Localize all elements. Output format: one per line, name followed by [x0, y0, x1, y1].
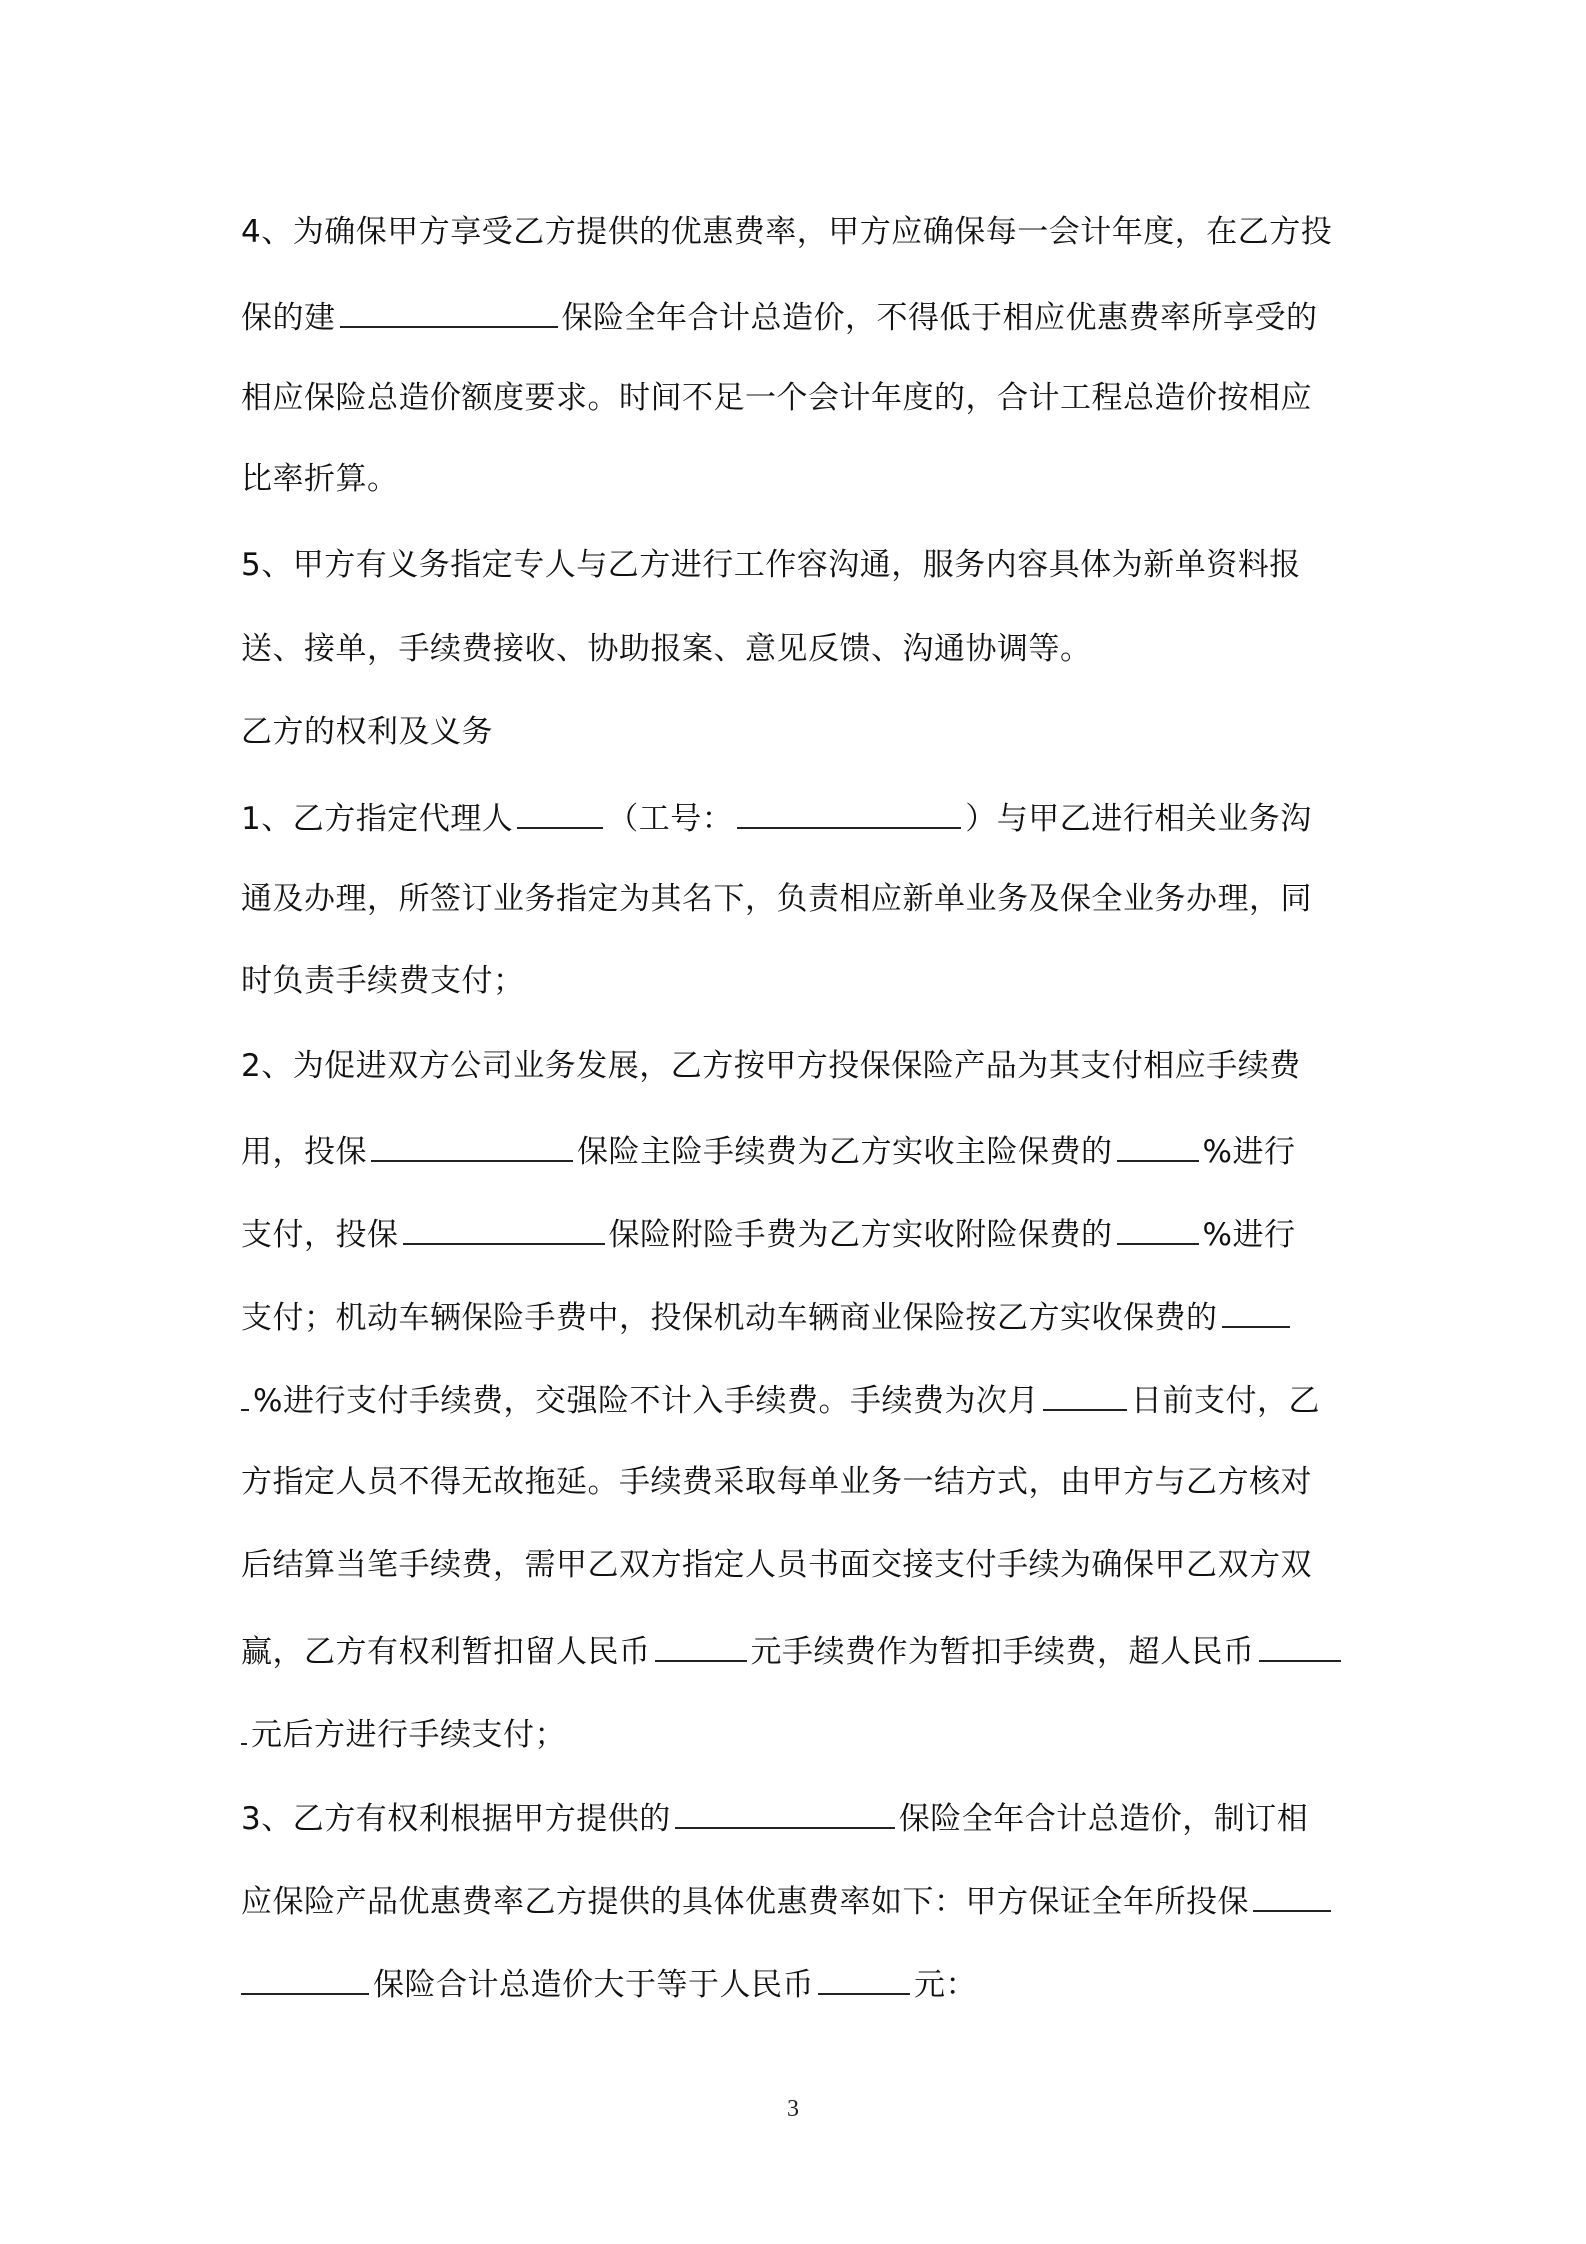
paragraph-line	[241, 1630, 1345, 1672]
text: 后结算当笔手续费，需甲乙双方指定人员书面交接支付手续为确保甲乙双方双	[241, 1547, 1312, 1583]
fill-in-blank[interactable]	[1253, 1880, 1331, 1912]
paragraph-line	[241, 1213, 1295, 1255]
fill-in-blank[interactable]	[1043, 1379, 1127, 1411]
text: 通及办理，所签订业务指定为其名下，负责相应新单业务及保全业务办理，同	[241, 881, 1312, 917]
fill-in-blank[interactable]	[241, 1379, 249, 1411]
paragraph-line	[241, 545, 1301, 585]
text: 保险合计总造价大于等于人民币	[373, 1967, 814, 2003]
paragraph-line	[241, 1462, 1312, 1502]
text: 保险全年合计总造价，制订相	[898, 1801, 1309, 1837]
paragraph-line	[241, 1963, 977, 2005]
text: ）与甲乙进行相关业务沟	[965, 801, 1312, 837]
paragraph-line	[241, 459, 399, 499]
text: 保险主险手续费为乙方实收主险保费的	[577, 1134, 1113, 1170]
paragraph-line	[241, 1713, 566, 1755]
paragraph-line	[241, 1797, 1308, 1839]
text: 日前支付，乙	[1130, 1383, 1320, 1419]
paragraph-line	[241, 879, 1312, 919]
text: 4、为确保甲方享受乙方提供的优惠费率，甲方应确保每一会计年度，在乙方投	[241, 214, 1333, 250]
text: 保险附险手费为乙方实收附险保费的	[608, 1217, 1113, 1253]
paragraph-line	[241, 961, 525, 1001]
fill-in-blank[interactable]	[1117, 1130, 1199, 1162]
text: %进行支付手续费，交强险不计入手续费。手续费为次月	[253, 1383, 1039, 1419]
fill-in-blank[interactable]	[241, 1963, 369, 1995]
text: 比率折算。	[241, 461, 399, 497]
text: 支付；机动车辆保险手费中，投保机动车辆商业保险按乙方实收保费的	[241, 1300, 1218, 1336]
text: 时负责手续费支付；	[241, 963, 525, 999]
text: 用，投保	[241, 1134, 367, 1170]
fill-in-blank[interactable]	[737, 797, 961, 829]
text: %进行	[1202, 1217, 1296, 1253]
text: （工号：	[607, 801, 734, 837]
text: 方指定人员不得无故拖延。手续费采取每单业务一结方式，由甲方与乙方核对	[241, 1464, 1312, 1500]
text: 3、乙方有权利根据甲方提供的	[241, 1801, 671, 1837]
paragraph-line	[241, 212, 1332, 252]
text: 应保险产品优惠费率乙方提供的具体优惠费率如下：甲方保证全年所投保	[241, 1884, 1249, 1920]
text: 保的建	[241, 300, 336, 336]
paragraph-line	[241, 797, 1312, 839]
fill-in-blank[interactable]	[403, 1213, 605, 1245]
text: 支付，投保	[241, 1217, 399, 1253]
paragraph-line	[241, 1545, 1312, 1585]
text: 赢，乙方有权利暂扣留人民币	[241, 1634, 651, 1670]
paragraph-line	[241, 1379, 1320, 1421]
fill-in-blank[interactable]	[1117, 1213, 1199, 1245]
fill-in-blank[interactable]	[655, 1630, 747, 1662]
heading-text: 乙方的权利及义务	[241, 714, 493, 750]
text: 元后方进行手续支付；	[251, 1717, 566, 1753]
section-heading	[241, 712, 493, 752]
text: 送、接单，手续费接收、协助报案、意见反馈、沟通协调等。	[241, 631, 1092, 667]
text: 1、乙方指定代理人	[241, 801, 514, 837]
text: 元：	[914, 1967, 977, 2003]
paragraph-line	[241, 296, 1318, 338]
fill-in-blank[interactable]	[675, 1797, 895, 1829]
fill-in-blank[interactable]	[1222, 1296, 1290, 1328]
fill-in-blank[interactable]	[340, 296, 558, 328]
fill-in-blank[interactable]	[517, 797, 603, 829]
text: 相应保险总造价额度要求。时间不足一个会计年度的，合计工程总造价按相应	[241, 380, 1312, 416]
fill-in-blank[interactable]	[371, 1130, 573, 1162]
fill-in-blank[interactable]	[818, 1963, 910, 1995]
paragraph-line	[241, 1296, 1294, 1338]
paragraph-line	[241, 1046, 1301, 1086]
text: 2、为促进双方公司业务发展，乙方按甲方投保保险产品为其支付相应手续费	[241, 1048, 1301, 1084]
text: 元手续费作为暂扣手续费，超人民币	[750, 1634, 1255, 1670]
text: 5、甲方有义务指定专人与乙方进行工作容沟通，服务内容具体为新单资料报	[241, 547, 1301, 583]
fill-in-blank[interactable]	[241, 1713, 247, 1745]
paragraph-line	[241, 629, 1092, 669]
paragraph-line	[241, 1880, 1335, 1922]
paragraph-line	[241, 1130, 1295, 1172]
text: %进行	[1202, 1134, 1296, 1170]
paragraph-line	[241, 378, 1312, 418]
fill-in-blank[interactable]	[1259, 1630, 1341, 1662]
text: 保险全年合计总造价，不得低于相应优惠费率所享受的	[561, 300, 1318, 336]
page-number: 3	[787, 2096, 799, 2122]
